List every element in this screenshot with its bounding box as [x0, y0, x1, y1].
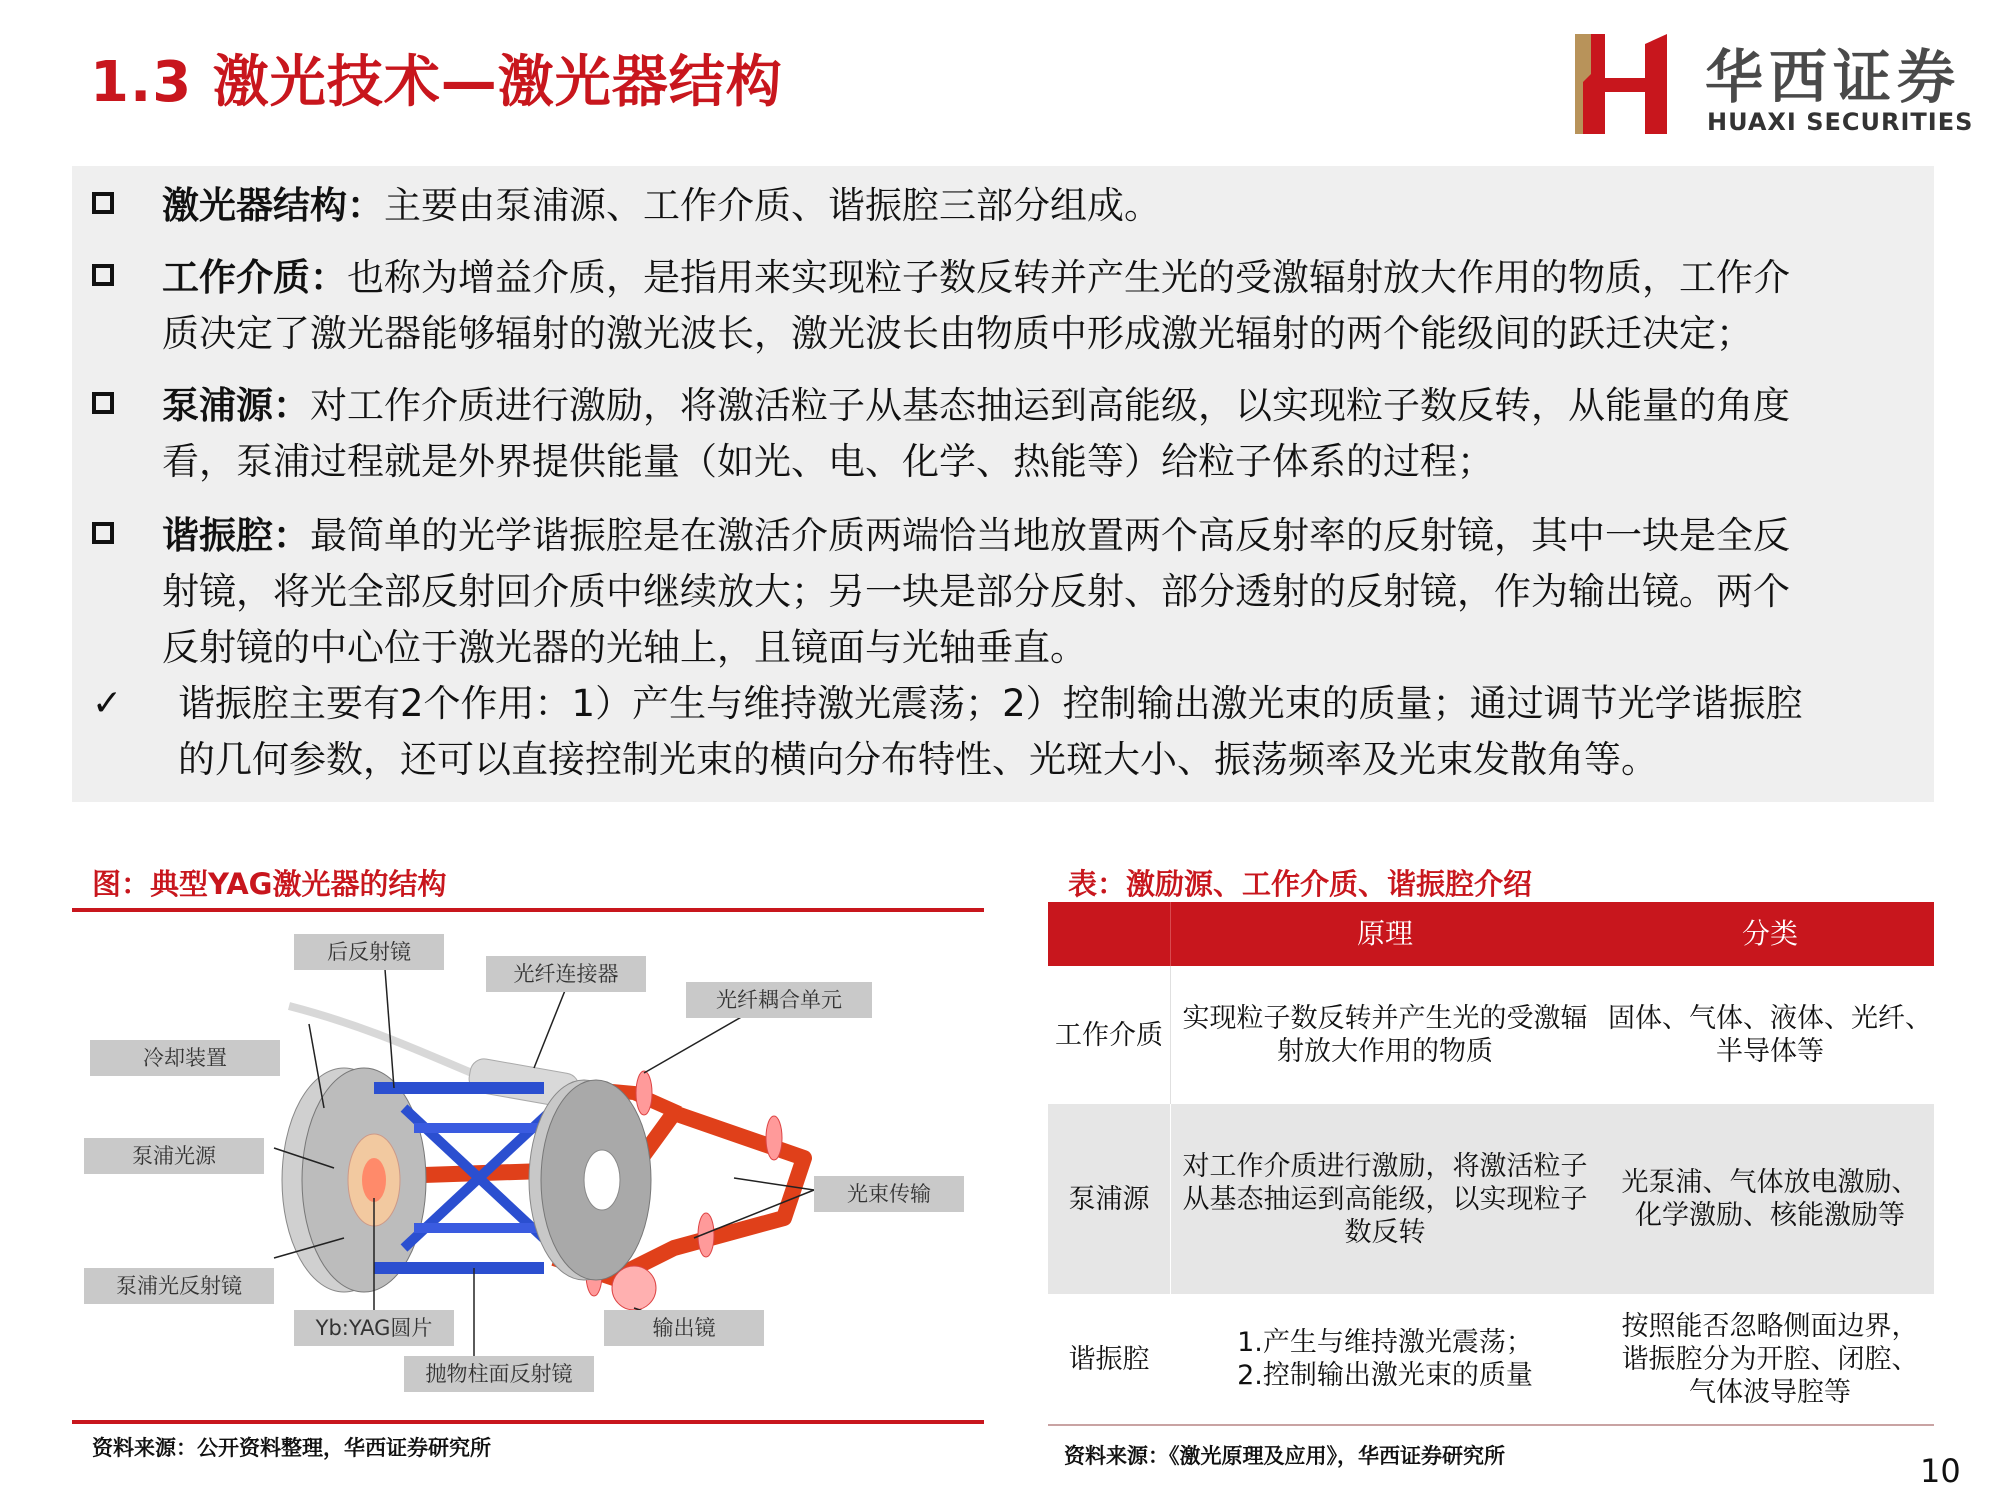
- bullet-heading: 谐振腔：: [162, 514, 310, 557]
- principle-line: 实现粒子数反转并产生光的受激辐: [1182, 1003, 1588, 1034]
- bullet-text: 射镜，将光全部反射回介质中继续放大；另一块是部分反射、部分透射的反射镜，作为输出镜。两个: [162, 570, 1790, 613]
- category-line: 光泵浦、气体放电激励、: [1621, 1167, 1919, 1198]
- bullet-text: 质决定了激光器能够辐射的激光波长，激光波长由物质中形成激光辐射的两个能级间的跃迁决定；: [162, 312, 1753, 355]
- label-pump-source: 泵浦光源: [84, 1138, 264, 1174]
- category-line: 半导体等: [1716, 1036, 1824, 1067]
- table-header-category: 分类: [1741, 917, 1798, 950]
- principle-line: 2.控制输出激光束的质量: [1237, 1360, 1533, 1391]
- table-header: [1048, 902, 1934, 966]
- row-category: [1606, 1104, 1934, 1294]
- table-row: [1048, 1294, 1934, 1424]
- category-line: 固体、气体、液体、光纤、: [1608, 1003, 1932, 1034]
- bullet-working-medium: [92, 250, 1922, 362]
- figure-caption: 图：典型YAG激光器的结构: [92, 867, 447, 901]
- square-bullet-icon: [92, 392, 114, 414]
- page-number: 10: [1920, 1452, 1961, 1490]
- square-bullet-icon: [92, 264, 114, 286]
- principle-line: 1.产生与维持激光震荡；: [1237, 1327, 1533, 1358]
- table-row: [1048, 1104, 1934, 1294]
- checkmark-icon: ✓: [92, 683, 123, 724]
- bullet-text: 也称为增益介质，是指用来实现粒子数反转并产生光的受激辐射放大作用的物质，工作介: [347, 256, 1790, 299]
- label-yag-disk: Yb:YAG圆片: [294, 1310, 454, 1346]
- table-caption: 表：激励源、工作介质、谐振腔介绍: [1068, 867, 1533, 901]
- label-rear-mirror: 后反射镜: [294, 934, 444, 970]
- principle-line: 射放大作用的物质: [1277, 1036, 1493, 1067]
- label-beam-transmission: 光束传输: [814, 1176, 964, 1212]
- row-name: 谐振腔: [1068, 1343, 1150, 1375]
- row-principle: [1170, 966, 1600, 1104]
- figure-bottom-rule: [72, 1420, 984, 1424]
- category-line: 化学激励、核能激励等: [1635, 1200, 1905, 1231]
- bullet-heading: 泵浦源：: [162, 384, 310, 427]
- square-bullet-icon: [92, 522, 114, 544]
- label-output-mirror: 输出镜: [604, 1310, 764, 1346]
- bullet-pump-source: [92, 378, 1922, 490]
- table-bottom-rule: [1048, 1424, 1934, 1426]
- row-name: 工作介质: [1055, 1019, 1163, 1051]
- bullet-resonator: [92, 508, 1922, 676]
- category-line: 谐振腔分为开腔、闭腔、: [1621, 1343, 1919, 1375]
- table-row: [1048, 966, 1934, 1104]
- row-name: 泵浦源: [1068, 1183, 1150, 1215]
- bullet-resonator-functions: [92, 676, 1922, 788]
- principle-line: 从基态抽运到高能级，以实现粒子: [1182, 1183, 1588, 1215]
- bullet-heading: 工作介质：: [162, 256, 347, 299]
- bullet-text: 反射镜的中心位于激光器的光轴上，且镜面与光轴垂直。: [162, 626, 1087, 669]
- bullet-text: 谐振腔主要有2个作用：1）产生与维持激光震荡；2）控制输出激光束的质量；通过调节光学谐振腔: [178, 682, 1803, 725]
- logo-chinese-name: 华西证券: [1705, 43, 1962, 111]
- figure-top-rule: [72, 908, 984, 912]
- row-category: [1606, 1294, 1934, 1424]
- category-line: 气体波导腔等: [1689, 1376, 1851, 1408]
- row-principle: [1170, 1294, 1600, 1424]
- figure-source: 资料来源：公开资料整理，华西证券研究所: [92, 1436, 491, 1460]
- label-fiber-connector: 光纤连接器: [486, 956, 646, 992]
- huaxi-logo: [1575, 30, 1975, 140]
- principle-line: 数反转: [1344, 1216, 1426, 1248]
- bullet-text: 的几何参数，还可以直接控制光束的横向分布特性、光斑大小、振荡频率及光束发散角等。: [178, 738, 1658, 781]
- logo-english-name: HUAXI SECURITIES: [1707, 108, 1974, 136]
- bullet-heading: 激光器结构：: [162, 184, 384, 227]
- square-bullet-icon: [92, 192, 114, 214]
- bullet-text: 对工作介质进行激励，将激活粒子从基态抽运到高能级，以实现粒子数反转，从能量的角度: [310, 384, 1790, 427]
- label-parabolic-mirror: 抛物柱面反射镜: [404, 1356, 594, 1392]
- table-header-principle: 原理: [1356, 917, 1413, 950]
- label-fiber-coupling-unit: 光纤耦合单元: [686, 982, 872, 1018]
- category-line: 按照能否忽略侧面边界，: [1621, 1310, 1919, 1342]
- row-category: [1606, 966, 1934, 1104]
- page-title: 1.3 激光技术—激光器结构: [90, 50, 783, 115]
- table-source: 资料来源：《激光原理及应用》，华西证券研究所: [1064, 1444, 1505, 1468]
- bullet-laser-structure: [92, 178, 1922, 234]
- bullet-text: 看，泵浦过程就是外界提供能量（如光、电、化学、热能等）给粒子体系的过程；: [162, 440, 1494, 483]
- row-principle: [1170, 1104, 1600, 1294]
- huaxi-logo-mark-icon: [1575, 34, 1675, 134]
- label-cooling-device: 冷却装置: [90, 1040, 280, 1076]
- bullet-text: 主要由泵浦源、工作介质、谐振腔三部分组成。: [384, 184, 1161, 227]
- yag-laser-diagram: [74, 918, 984, 1408]
- table-header-name: [1048, 902, 1170, 966]
- label-pump-reflector: 泵浦光反射镜: [84, 1268, 274, 1304]
- bullet-text: 最简单的光学谐振腔是在激活介质两端恰当地放置两个高反射率的反射镜，其中一块是全反: [310, 514, 1790, 557]
- principle-line: 对工作介质进行激励，将激活粒子: [1182, 1150, 1588, 1182]
